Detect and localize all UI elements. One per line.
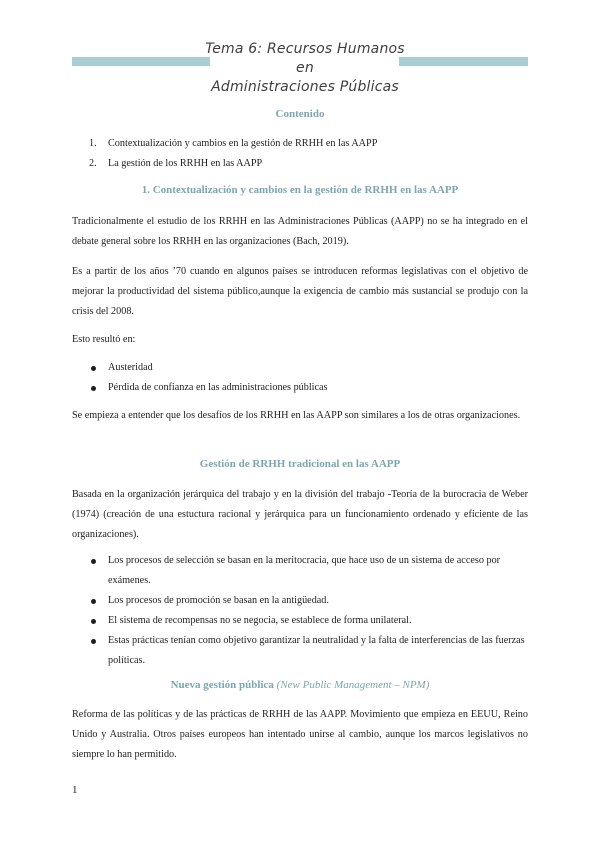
contents-item-label: La gestión de los RRHH en las AAPP <box>108 158 263 169</box>
npm-heading-main: Nueva gestión pública <box>170 679 274 691</box>
header-decoration-right <box>399 57 528 66</box>
list-item <box>72 378 528 398</box>
list-item-text: Pérdida de confianza en las administraciones públicas <box>108 382 328 393</box>
list-item-text: El sistema de recompensas no se negocia, se establece de forma unilateral. <box>108 615 412 626</box>
list-item-text: Estas prácticas tenían como objetivo garantizar la neutralidad y la falta de interferencias de las fuerzas políticas. <box>108 635 525 666</box>
list-item-text: Austeridad <box>108 362 153 373</box>
npm-heading <box>72 679 528 691</box>
header-decoration-left <box>72 57 210 66</box>
contents-item-label: Contextualización y cambios en la gestión de RRHH en las AAPP <box>108 138 378 149</box>
title-line-1: Tema 6: Recursos Humanos en <box>205 41 405 76</box>
bullet-icon <box>91 619 96 624</box>
traditional-hr-bullet-list <box>72 551 528 671</box>
list-item-text: Los procesos de promoción se basan en la antigüedad. <box>108 595 329 606</box>
bullet-icon <box>91 366 96 371</box>
section-1-heading: 1. Contextualización y cambios en la gestión de RRHH en las AAPP <box>141 184 459 196</box>
contents-item-number: 1. <box>89 138 97 149</box>
section-1-paragraph-3: Esto resultó en: <box>72 334 136 345</box>
list-item <box>72 591 528 611</box>
contents-item-number: 2. <box>89 158 97 169</box>
bullet-icon <box>91 559 96 564</box>
section-1-bullet-list <box>72 358 528 398</box>
section-1-paragraph-2: Es a partir de los años ’70 cuando en algunos países se introducen reformas legislativas con el objetivo de mejorar la productividad del sistema público,aunque la exigencia de cambio más sustancial se produjo con la crisis del 2008. <box>72 266 528 317</box>
title-line-2: Administraciones Públicas <box>211 79 399 95</box>
list-item <box>72 611 528 631</box>
npm-paragraph: Reforma de las políticas y de las prácticas de RRHH de las AAPP. Movimiento que empieza en EEUU, Reino Unido y Australia. Otros países europeos han intentado unirse al cambio, aunque los marcos legislativos no siempre lo han permitido. <box>72 709 528 760</box>
list-item <box>72 358 528 378</box>
document-title <box>205 40 405 97</box>
contents-item[interactable] <box>72 154 528 174</box>
traditional-hr-heading: Gestión de RRHH tradicional en las AAPP <box>199 458 401 470</box>
section-1-paragraph-1: Tradicionalmente el estudio de los RRHH en las Administraciones Públicas (AAPP) no se ha integrado en el debate general sobre los RRHH en las organizaciones (Bach, 2019). <box>72 216 528 247</box>
bullet-icon <box>91 639 96 644</box>
page-number: 1 <box>72 784 78 796</box>
contents-heading: Contenido <box>275 108 325 120</box>
contents-list <box>72 134 528 174</box>
list-item <box>72 631 528 671</box>
npm-heading-italic: (New Public Management – NPM) <box>276 679 430 691</box>
list-item-text: Los procesos de selección se basan en la meritocracia, que hace uso de un sistema de acceso por exámenes. <box>108 555 501 586</box>
traditional-hr-paragraph: Basada en la organización jerárquica del trabajo y en la división del trabajo -Teoría de la burocracia de Weber (1974) (creación de una estuctura racional y jerárquica para un funcionamiento ordenado y eficiente de las organizaciones). <box>72 489 528 540</box>
section-1-paragraph-4: Se empieza a entender que los desafíos de los RRHH en las AAPP son similares a los de otras organizaciones. <box>72 410 521 421</box>
bullet-icon <box>91 386 96 391</box>
contents-item[interactable] <box>72 134 528 154</box>
list-item <box>72 551 528 591</box>
bullet-icon <box>91 599 96 604</box>
